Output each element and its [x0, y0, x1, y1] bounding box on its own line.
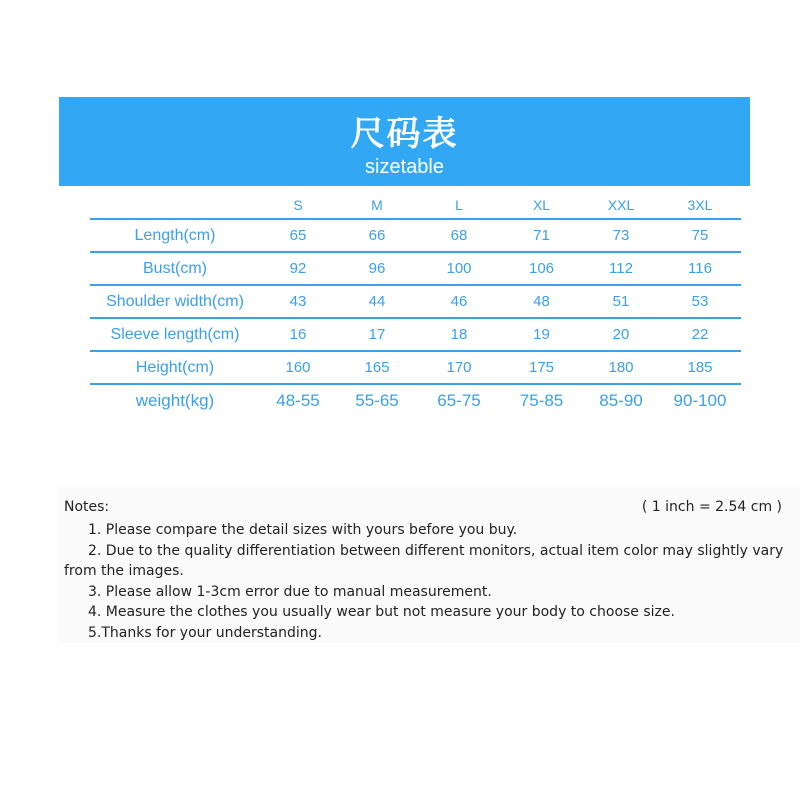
row-label: Shoulder width(cm) [90, 285, 260, 318]
header-corner [90, 192, 260, 219]
table-cell: 160 [260, 351, 336, 384]
table-cell: 170 [418, 351, 500, 384]
unit-conversion-note: ( 1 inch = 2.54 cm ) [641, 499, 782, 515]
notes-heading: Notes: [64, 499, 110, 515]
notes-panel [58, 487, 800, 643]
row-label: weight(kg) [135, 390, 215, 410]
table-cell: 90-100 [673, 390, 727, 410]
table-cell: 43 [260, 285, 336, 318]
size-header: L [418, 192, 500, 219]
table-cell: 185 [659, 351, 741, 384]
table-cell: 96 [336, 252, 418, 285]
row-label: Bust(cm) [90, 252, 260, 285]
size-chart-banner [59, 97, 750, 186]
table-cell: 100 [418, 252, 500, 285]
table-cell: 65-75 [437, 390, 481, 410]
note-item: 5.Thanks for your understanding. [88, 624, 322, 641]
table-cell: 44 [336, 285, 418, 318]
table-cell: 51 [583, 285, 659, 318]
table-cell: 75 [659, 219, 741, 252]
banner-subtitle: sizetable [365, 156, 444, 178]
table-cell: 85-90 [599, 390, 643, 410]
size-header: S [260, 192, 336, 219]
table-cell: 175 [500, 351, 583, 384]
size-header: XL [500, 192, 583, 219]
table-cell: 180 [583, 351, 659, 384]
size-header-row [90, 192, 741, 219]
row-label: Length(cm) [90, 219, 260, 252]
table-row [90, 285, 741, 318]
table-cell: 48 [500, 285, 583, 318]
table-cell: 46 [418, 285, 500, 318]
table-cell: 18 [418, 318, 500, 351]
table-cell: 55-65 [355, 390, 399, 410]
table-cell: 66 [336, 219, 418, 252]
note-item: 1. Please compare the detail sizes with yours before you buy. [88, 522, 518, 538]
note-item: 2. Due to the quality differentiation between different monitors, actual item color may slightly vary from the images. [64, 542, 784, 579]
notes-list [64, 520, 784, 643]
table-row [90, 351, 741, 384]
table-cell: 19 [500, 318, 583, 351]
table-row [90, 318, 741, 351]
note-item: 3. Please allow 1-3cm error due to manual measurement. [88, 583, 492, 600]
table-cell: 48-55 [276, 390, 320, 410]
table-cell: 68 [418, 219, 500, 252]
size-table [90, 192, 741, 416]
table-cell: 92 [260, 252, 336, 285]
row-label: Height(cm) [90, 351, 260, 384]
table-cell: 112 [583, 252, 659, 285]
table-cell: 16 [260, 318, 336, 351]
note-item: 4. Measure the clothes you usually wear but not measure your body to choose size. [88, 604, 675, 620]
size-header: 3XL [659, 192, 741, 219]
table-cell: 65 [260, 219, 336, 252]
banner-title: 尺码表 [350, 114, 459, 154]
size-header: M [336, 192, 418, 219]
table-row [90, 384, 741, 416]
table-cell: 75-85 [519, 390, 564, 410]
table-cell: 71 [500, 219, 583, 252]
table-cell: 22 [659, 318, 741, 351]
table-cell: 53 [659, 285, 741, 318]
size-header: XXL [583, 192, 659, 219]
table-row [90, 252, 741, 285]
table-cell: 73 [583, 219, 659, 252]
table-cell: 165 [336, 351, 418, 384]
table-cell: 20 [583, 318, 659, 351]
table-cell: 106 [500, 252, 583, 285]
table-cell: 17 [336, 318, 418, 351]
table-row [90, 219, 741, 252]
table-cell: 116 [659, 252, 741, 285]
row-label: Sleeve length(cm) [90, 318, 260, 351]
